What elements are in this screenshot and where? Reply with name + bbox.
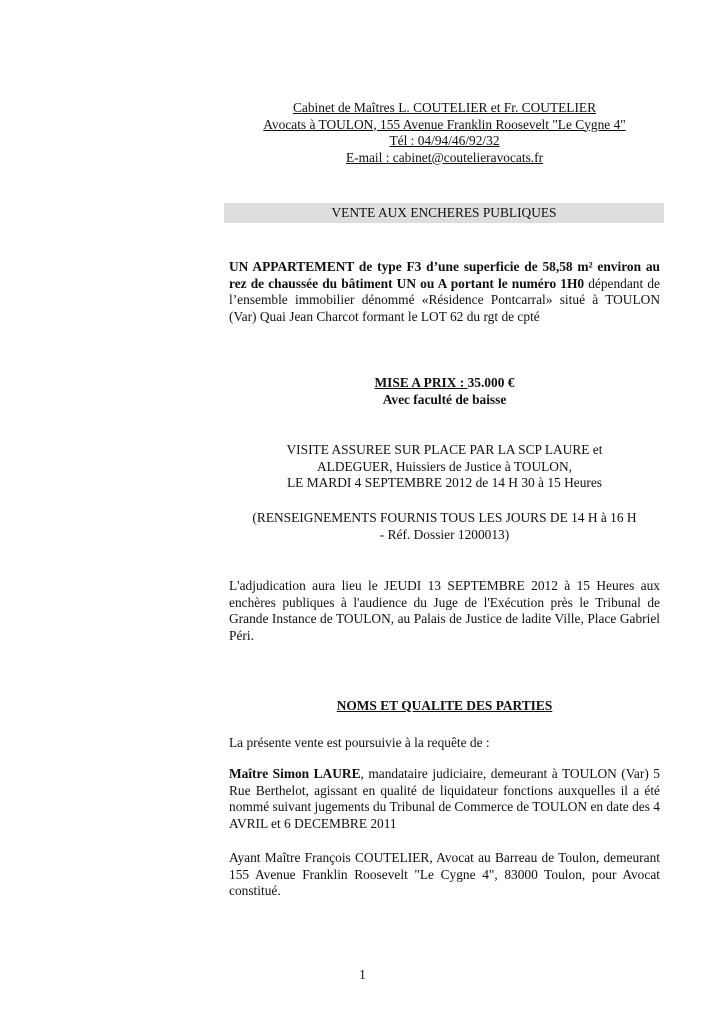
visite-line-2: ALDEGUER, Huissiers de Justice à TOULON,: [316, 458, 572, 474]
laure-name: Maître Simon LAURE: [229, 766, 361, 781]
lot-description: [229, 259, 660, 325]
prix-amount: 35.000 €: [467, 375, 515, 390]
sale-banner: VENTE AUX ENCHERES PUBLIQUES: [224, 203, 664, 223]
parties-heading: NOMS ET QUALITE DES PARTIES: [336, 698, 553, 713]
adjudication-paragraph: L'adjudication aura lieu le JEUDI 13 SEPTEMBRE 2012 à 15 Heures aux enchères publiques à l'audience du Juge de l'Exécution près le Tribunal de Grande Instance de TOULON, au Palais de Justice de ladite Ville, Place Gabriel Péri.: [229, 578, 660, 643]
firm-phone: Tél : 04/94/46/92/32: [389, 133, 500, 148]
visite-line-3: LE MARDI 4 SEPTEMBRE 2012 de 14 H 30 à 15 Heures: [286, 475, 603, 490]
renseignements-line-2: - Réf. Dossier 1200013): [379, 526, 510, 542]
renseignements-info: [229, 510, 660, 543]
firm-header: [229, 100, 660, 166]
prix-separator: :: [456, 375, 468, 390]
prix-baisse: Avec faculté de baisse: [382, 391, 507, 407]
presente-paragraph: La présente vente est poursuivie à la requête de :: [229, 735, 490, 750]
laure-paragraph: [229, 766, 660, 832]
avocat-paragraph: Ayant Maître François COUTELIER, Avocat au Barreau de Toulon, demeurant 155 Avenue Franklin Roosevelt "Le Cygne 4", 83000 Toulon, pour Avocat constitué.: [229, 850, 660, 898]
mise-a-prix: [229, 375, 660, 408]
lot-details: dépendant de l’ensemble immobilier dénommé «Résidence Pontcarral» situé à TOULON (Var) Quai Jean Charcot formant le LOT 62 du rgt de cpté: [229, 275, 660, 324]
prix-label: MISE A PRIX: [374, 375, 457, 390]
visite-line-1: VISITE ASSUREE SUR PLACE PAR LA SCP LAURE et: [286, 442, 603, 457]
visite-info: [229, 442, 660, 492]
page-number: 1: [359, 967, 366, 982]
renseignements-line-1: (RENSEIGNEMENTS FOURNIS TOUS LES JOURS DE 14 H à 16 H: [252, 510, 637, 525]
firm-name: Cabinet de Maîtres L. COUTELIER et Fr. COUTELIER: [292, 100, 597, 115]
firm-email: E-mail : cabinet@coutelieravocats.fr: [345, 149, 544, 165]
lot-title: UN APPARTEMENT de type F3 d’une superficie de 58,58 m² environ au rez de chaussée du bâtiment UN ou A portant le numéro 1H0: [229, 259, 660, 291]
laure-details: , mandataire judiciaire, demeurant à TOULON (Var) 5 Rue Berthelot, agissant en qualité de liquidateur fonctions auxquelles il a été nommé suivant jugements du Tribunal de Commerce de TOULON en date des 4 AVRIL et 6 DECEMBRE 2011: [229, 766, 660, 831]
firm-address: Avocats à TOULON, 155 Avenue Franklin Roosevelt "Le Cygne 4": [263, 116, 626, 132]
